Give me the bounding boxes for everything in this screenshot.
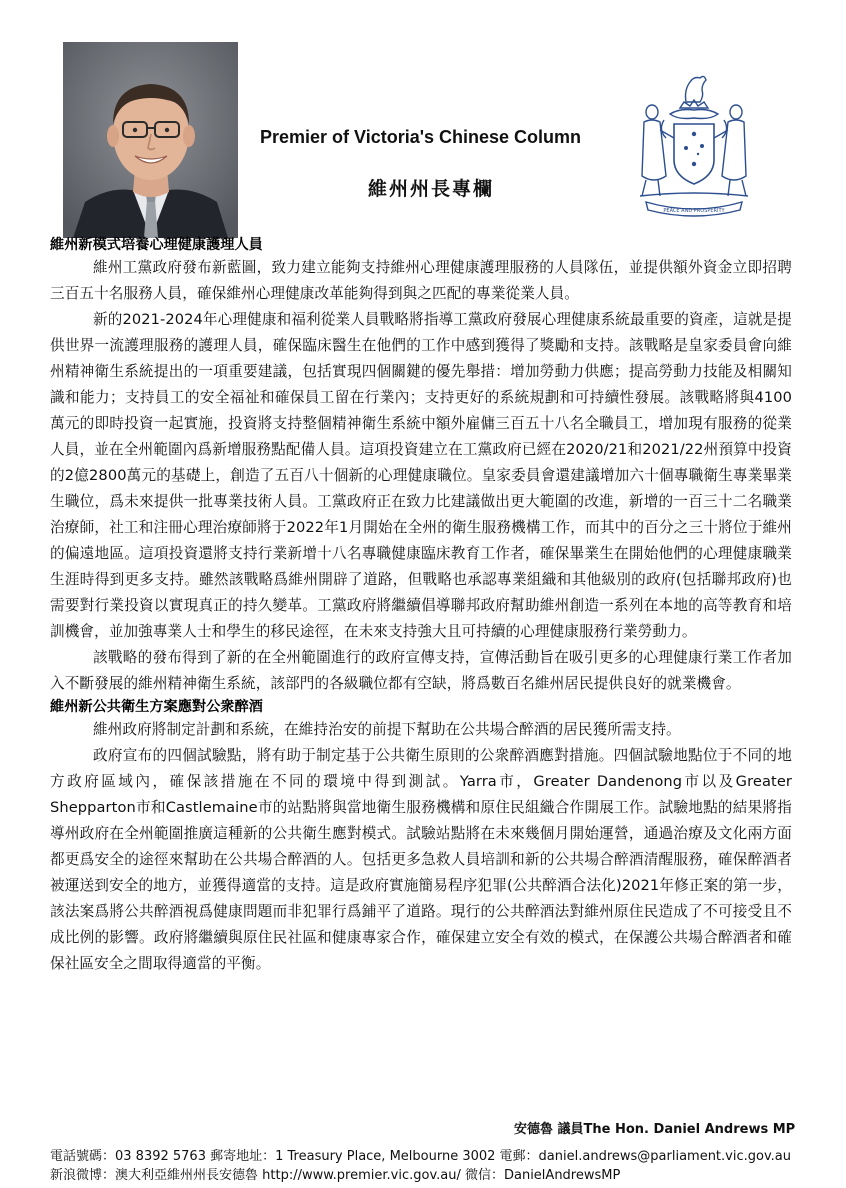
section-heading: 維州新公共衛生方案應對公衆醉酒 <box>50 699 263 715</box>
section-heading: 維州新模式培養心理健康護理人員 <box>50 237 263 253</box>
portrait-illustration <box>63 42 238 238</box>
column-title-chinese: 維州州長專欄 <box>368 178 495 200</box>
paragraph: 維州工黨政府發布新藍圖，致力建立能夠支持維州心理健康護理服務的人員隊伍，並提供額外資金立即招聘三百五十名服務人員，確保維州心理健康改革能夠得到與之匹配的專業從業人員。 <box>50 259 792 302</box>
contact-line-weibo-web-wechat: 新浪微博：澳大利亞維州州長安德魯 http://www.premier.vic.gov.au/ 微信：DanielAndrewsMP <box>50 1168 621 1183</box>
crest-motto: PEACE AND PROSPERITY <box>663 208 725 214</box>
paragraph: 該戰略的發布得到了新的在全州範圍進行的政府宣傳支持，宣傳活動旨在吸引更多的心理健康行業工作者加入不斷發展的維州精神衛生系統，該部門的各級職位都有空缺，將爲數百名維州居民提供良好的就業機會。 <box>50 649 792 692</box>
paragraph: 新的2021-2024年心理健康和福利從業人員戰略將指導工黨政府發展心理健康系統最重要的資產，這就是提供世界一流護理服務的護理人員，確保臨床醫生在他們的工作中感到獲得了獎勵和支持。該戰略是皇家委員會向維州精神衛生系統提出的一項重要建議，包括實現四個關鍵的優先舉措：增加勞動力供應；提高勞動力技能及相關知識和能力；支持員工的安全福祉和確保員工留在行業內；支持更好的系統規劃和可持續性發展。該戰略將與4100萬元的即時投資一起實施，投資將支持整個精神衛生系統中額外雇傭三百五十八名全職員工，增加現有服務的從業人員，並在全州範圍內爲新增服務點配備人員。這項投資建立在工黨政府已經在2020/21和2021/22州預算中投資的2億2800萬元的基礎上，創造了五百八十個新的心理健康職位。皇家委員會還建議增加六十個專職衛生專業畢業生職位，爲未來提供一批專業技術人員。工黨政府正在致力比建議做出更大範圍的改進，新增的一百三十二名職業治療師，社工和注冊心理治療師將于2022年1月開始在全州的衛生服務機構工作，而其中的百分之三十將位于維州的偏遠地區。這項投資還將支持行業新增十八名專職健康臨床教育工作者，確保畢業生在開始他們的心理健康職業生涯時得到更多支持。雖然該戰略爲維州開辟了道路，但戰略也承認專業組織和其他級別的政府(包括聯邦政府)也需要對行業投資以實現真正的持久變革。工黨政府將繼續倡導聯邦政府幫助維州創造一系列在本地的高等教育和培訓機會，並加強專業人士和學生的移民途徑，在未來支持強大且可持續的心理健康服務行業勞動力。 <box>50 311 792 640</box>
contact-footer <box>50 1147 810 1185</box>
column-title-english: Premier of Victoria's Chinese Column <box>260 127 582 147</box>
contact-line-phone-address-email: 電話號碼：03 8392 5763 郵寄地址：1 Treasury Place, Melbourne 3002 電郵：daniel.andrews@parliament.vic.gov.au <box>50 1149 791 1164</box>
author-signature: 安德魯 議員The Hon. Daniel Andrews MP <box>514 1122 796 1137</box>
article-body <box>50 235 792 977</box>
premier-portrait <box>63 42 238 238</box>
paragraph: 維州政府將制定計劃和系統，在維持治安的前提下幫助在公共場合醉酒的居民獲所需支持。 <box>93 721 681 738</box>
paragraph: 政府宣布的四個試驗點，將有助于制定基于公共衛生原則的公衆醉酒應對措施。四個試驗地點位于不同的地方政府區域內，確保該措施在不同的環境中得到測試。Yarra市，Greater Dandenong市以及Greater Shepparton市和Castlemaine市的站點將與當地衛生服務機構和原住民組織合作開展工作。試驗地點的結果將指導州政府在全州範圍推廣這種新的公共衛生應對模式。試驗站點將在未來幾個月開始運營，通過治療及文化兩方面都更爲安全的途徑來幫助在公共場合醉酒的人。包括更多急救人員培訓和新的公共場合醉酒清醒服務，確保醉酒者被運送到安全的地方，並獲得適當的支持。這是政府實施簡易程序犯罪(公共醉酒合法化)2021年修正案的第一步，該法案爲將公共醉酒視爲健康問題而非犯罪行爲鋪平了道路。現行的公共醉酒法對維州原住民造成了不可接受且不成比例的影響。政府將繼續與原住民社區和健康專家合作，確保建立安全有效的模式，在保護公共場合醉酒者和確保社區安全之間取得適當的平衡。 <box>50 747 792 972</box>
victoria-coat-of-arms <box>630 68 758 222</box>
